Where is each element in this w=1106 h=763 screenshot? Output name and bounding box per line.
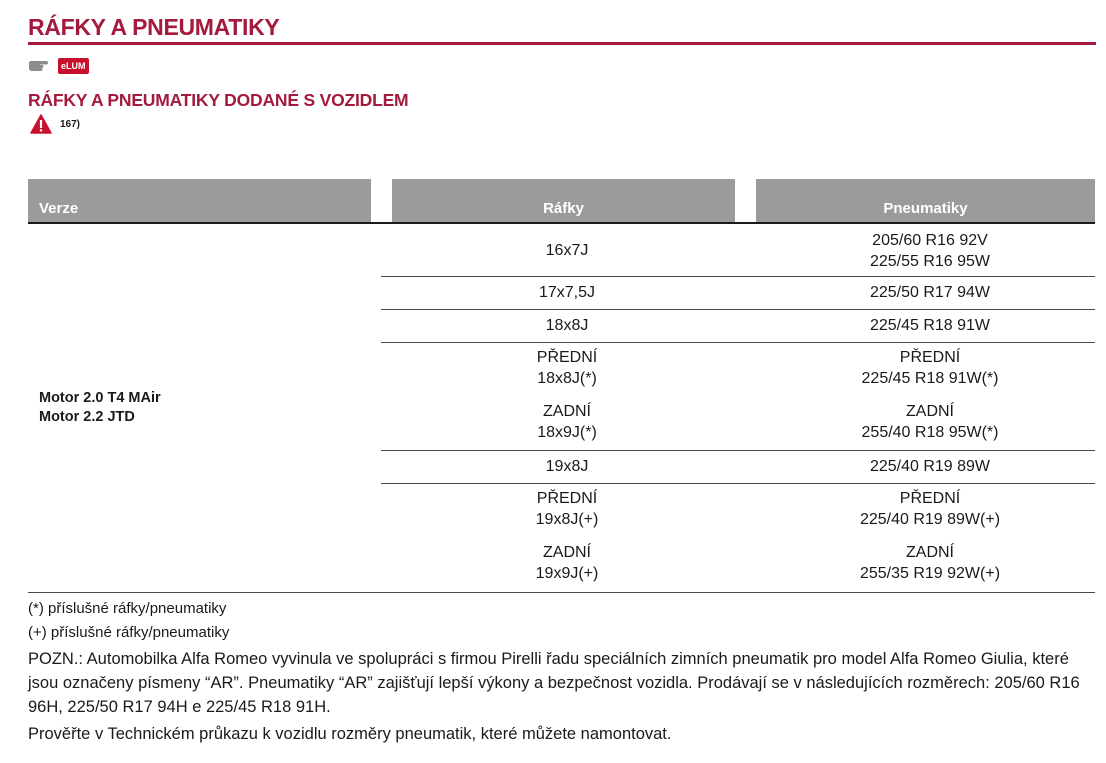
warning-note (30, 114, 80, 134)
axle-label: ZADNÍ (543, 544, 591, 561)
footnote-plus: (+) příslušné ráfky/pneumatiky (28, 624, 230, 641)
row-divider (381, 342, 1095, 343)
note-paragraph: POZN.: Automobilka Alfa Romeo vyvinula ve spolupráci s firmou Pirelli řadu speciálních zimních pneumatik pro model Alfa Romeo Giulia, které jsou označeny písmeny “AR”. Pneumatiky “AR” zajišťují lepší výkony a bezpečnost vozidla. Prodávají se v následujících rozměrech: 205/60 R16 96H, 225/50 R17 94H e 225/45 R18 91H. (28, 650, 1080, 716)
page-title: RÁFKY A PNEUMATIKY (28, 14, 280, 40)
tyre-cell: 225/45 R18 91W (869, 317, 991, 334)
rim-size: 18x9J(*) (537, 424, 597, 441)
header-version: Verze (28, 179, 371, 222)
warning-reference: 167) (60, 118, 81, 130)
tyre-cell (760, 230, 1100, 272)
axle-label: ZADNÍ (906, 544, 954, 561)
version-line: Motor 2.2 JTD (39, 409, 135, 425)
row-divider (381, 483, 1095, 484)
version-cell (39, 389, 161, 427)
rim-cell: 18x8J (545, 317, 589, 334)
footnote-star: (*) příslušné ráfky/pneumatiky (28, 600, 227, 617)
title-divider (28, 42, 1096, 45)
axle-label: PŘEDNÍ (536, 349, 598, 366)
rim-cell (392, 347, 742, 443)
tyre-size: 225/40 R19 89W(+) (859, 511, 1001, 528)
elum-icon: eLUM (58, 58, 89, 74)
axle-label: PŘEDNÍ (899, 490, 961, 507)
tyre-size: 225/55 R16 95W (869, 253, 991, 270)
rim-size: 18x8J(*) (537, 370, 597, 387)
header-rims: Ráfky (392, 179, 735, 222)
rim-size: 19x9J(+) (535, 565, 599, 582)
header-rule (28, 222, 1095, 224)
header-tyres: Pneumatiky (756, 179, 1095, 222)
tyre-cell (760, 488, 1100, 584)
warning-icon (30, 114, 52, 134)
table-bottom-rule (28, 592, 1095, 593)
axle-label: ZADNÍ (906, 403, 954, 420)
tyre-size: 255/40 R18 95W(*) (861, 424, 999, 441)
section-subtitle: RÁFKY A PNEUMATIKY DODANÉ S VOZIDLEM (28, 90, 409, 110)
axle-label: PŘEDNÍ (899, 349, 961, 366)
tyre-size: 225/45 R18 91W(*) (861, 370, 999, 387)
rim-size: 19x8J(+) (535, 511, 599, 528)
row-divider (381, 276, 1095, 277)
row-divider (381, 309, 1095, 310)
tyre-size: 255/35 R19 92W(+) (859, 565, 1001, 582)
icon-row (28, 56, 89, 76)
rim-cell: 16x7J (545, 242, 589, 259)
row-divider (381, 450, 1095, 451)
axle-label: PŘEDNÍ (536, 490, 598, 507)
tyre-size: 205/60 R16 92V (872, 232, 988, 249)
rim-cell: 17x7,5J (538, 284, 596, 301)
tyre-cell: 225/40 R19 89W (869, 458, 991, 475)
tyre-cell (760, 347, 1100, 443)
check-paragraph: Prověřte v Technickém průkazu k vozidlu rozměry pneumatik, které můžete namontovat. (28, 725, 672, 743)
axle-label: ZADNÍ (543, 403, 591, 420)
hand-pointer-icon (28, 58, 54, 74)
rim-cell (392, 488, 742, 584)
version-line: Motor 2.0 T4 MAir (39, 390, 161, 406)
rim-cell: 19x8J (545, 458, 589, 475)
tyre-cell: 225/50 R17 94W (869, 284, 991, 301)
